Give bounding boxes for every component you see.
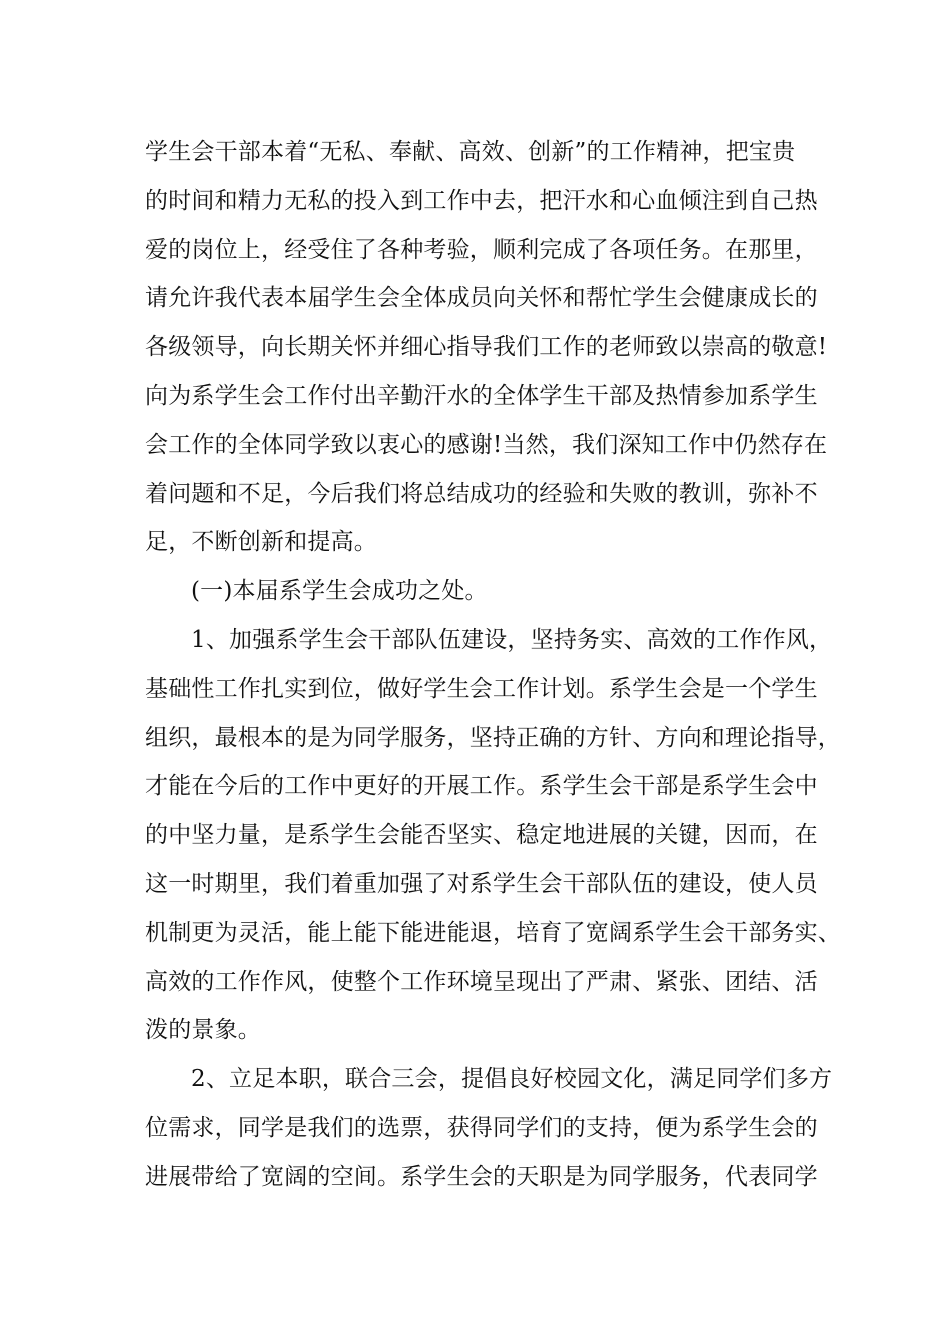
text-line: 组织，最根本的是为同学服务，坚持正确的方针、方向和理论指导，	[145, 724, 841, 751]
text-line: 基础性工作扎实到位，做好学生会工作计划。系学生会是一个学生	[145, 675, 818, 702]
text-line: 这一时期里，我们着重加强了对系学生会干部队伍的建设，使人员	[145, 870, 818, 897]
text-line: 2、立足本职，联合三会，提倡良好校园文化，满足同学们多方	[191, 1066, 833, 1093]
document-body	[145, 128, 841, 1202]
text-line: 位需求，同学是我们的选票，获得同学们的支持，便为系学生会的	[145, 1114, 818, 1141]
text-line: 进展带给了宽阔的空间。系学生会的天职是为同学服务，代表同学	[145, 1163, 818, 1190]
text-line: 才能在今后的工作中更好的开展工作。系学生会干部是系学生会中	[145, 773, 818, 800]
text-line: 足，不断创新和提高。	[145, 529, 377, 556]
text-line: 泼的景象。	[145, 1017, 261, 1044]
text-line: 机制更为灵活，能上能下能进能退，培育了宽阔系学生会干部务实、	[145, 919, 841, 946]
text-line: 各级领导，向长期关怀并细心指导我们工作的老师致以崇高的敬意!	[145, 334, 828, 361]
text-line: 着问题和不足，今后我们将总结成功的经验和失败的教训，弥补不	[145, 480, 818, 507]
text-line: 1、加强系学生会干部队伍建设，坚持务实、高效的工作作风，	[191, 626, 833, 653]
text-line: 的中坚力量，是系学生会能否坚实、稳定地进展的关键，因而，在	[145, 822, 818, 849]
text-line: 的时间和精力无私的投入到工作中去，把汗水和心血倾注到自己热	[145, 187, 818, 214]
text-line: 学生会干部本着“无私、奉献、高效、创新”的工作精神，把宝贵	[145, 139, 796, 165]
text-line: 会工作的全体同学致以衷心的感谢!当然，我们深知工作中仍然存在	[145, 431, 828, 458]
text-line: 向为系学生会工作付出辛勤汗水的全体学生干部及热情参加系学生	[145, 382, 818, 409]
text-line: 高效的工作作风，使整个工作环境呈现出了严肃、紧张、团结、活	[145, 968, 818, 995]
section-heading: (一)本届系学生会成功之处。	[191, 578, 488, 605]
text-line: 请允许我代表本届学生会全体成员向关怀和帮忙学生会健康成长的	[145, 285, 818, 312]
text-line: 爱的岗位上，经受住了各种考验，顺利完成了各项任务。在那里，	[145, 236, 818, 263]
